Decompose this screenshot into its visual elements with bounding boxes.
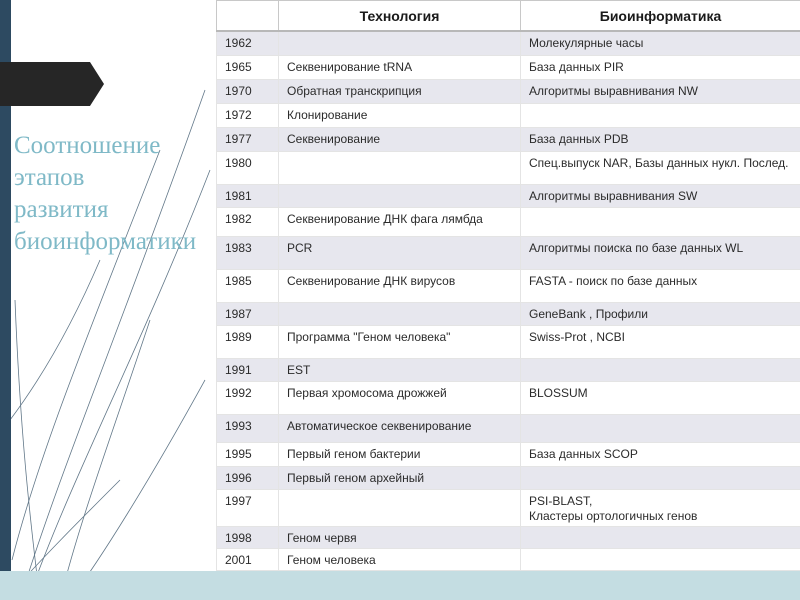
technology-cell: Клонирование: [279, 103, 521, 127]
table-row: [217, 269, 800, 302]
table-row: [217, 55, 800, 79]
table-row: [217, 548, 800, 570]
year-cell: 1989: [217, 325, 279, 358]
technology-cell: Секвенирование: [279, 127, 521, 151]
table-row: [217, 526, 800, 548]
bioinformatics-cell: [521, 414, 800, 442]
bioinformatics-cell: FASTA - поиск по базе данных: [521, 269, 800, 302]
table-row: [217, 127, 800, 151]
timeline-table: [216, 0, 800, 571]
table-row: [217, 414, 800, 442]
bioinformatics-cell: База данных PDB: [521, 127, 800, 151]
year-cell: 1962: [217, 31, 279, 55]
year-cell: 1991: [217, 358, 279, 381]
bottom-accent-bar: [0, 571, 800, 600]
bioinformatics-cell: Спец.выпуск NAR, Базы данных нукл. Послед.: [521, 151, 800, 184]
bioinformatics-cell: [521, 207, 800, 236]
year-cell: 1997: [217, 489, 279, 526]
bioinformatics-cell: GeneBank , Профили: [521, 302, 800, 325]
bioinformatics-cell: Алгоритмы выравнивания NW: [521, 79, 800, 103]
technology-cell: Геном человека: [279, 548, 521, 570]
bioinformatics-column-header: Биоинформатика: [521, 1, 800, 32]
year-cell: 1996: [217, 466, 279, 489]
table-row: [217, 103, 800, 127]
table-row: [217, 31, 800, 55]
year-cell: 1977: [217, 127, 279, 151]
year-cell: 1972: [217, 103, 279, 127]
technology-cell: Программа "Геном человека": [279, 325, 521, 358]
table-row: [217, 302, 800, 325]
year-cell: 1982: [217, 207, 279, 236]
technology-cell: Обратная транскрипция: [279, 79, 521, 103]
bioinformatics-cell: BLOSSUM: [521, 381, 800, 414]
technology-cell: [279, 302, 521, 325]
year-cell: 1993: [217, 414, 279, 442]
technology-cell: EST: [279, 358, 521, 381]
bioinformatics-cell: Алгоритмы выравнивания SW: [521, 184, 800, 207]
technology-cell: Первая хромосома дрожжей: [279, 381, 521, 414]
technology-cell: Автоматическое секвенирование: [279, 414, 521, 442]
technology-cell: PCR: [279, 236, 521, 269]
technology-cell: Секвенирование ДНК вирусов: [279, 269, 521, 302]
title-line: биоинформатики: [14, 228, 197, 255]
slide-title: [14, 130, 214, 258]
arrow-tab-shape: [0, 62, 104, 106]
year-cell: 1981: [217, 184, 279, 207]
table-row: [217, 381, 800, 414]
bioinformatics-cell: База данных PIR: [521, 55, 800, 79]
year-cell: 1983: [217, 236, 279, 269]
bioinformatics-cell: База данных SCOP: [521, 442, 800, 466]
year-cell: 1992: [217, 381, 279, 414]
bioinformatics-cell: [521, 358, 800, 381]
bioinformatics-cell: Алгоритмы поиска по базе данных WL: [521, 236, 800, 269]
technology-cell: Первый геном архейный: [279, 466, 521, 489]
technology-cell: Первый геном бактерии: [279, 442, 521, 466]
year-cell: 1987: [217, 302, 279, 325]
year-cell: 1965: [217, 55, 279, 79]
technology-cell: [279, 184, 521, 207]
technology-cell: [279, 31, 521, 55]
year-cell: 1985: [217, 269, 279, 302]
table-row: [217, 358, 800, 381]
technology-column-header: Технология: [279, 1, 521, 32]
table-header-row: [217, 1, 800, 32]
year-cell: 1998: [217, 526, 279, 548]
table-row: [217, 151, 800, 184]
bioinformatics-cell: Молекулярные часы: [521, 31, 800, 55]
table-row: [217, 489, 800, 526]
technology-cell: [279, 489, 521, 526]
bioinformatics-cell: [521, 466, 800, 489]
bioinformatics-cell: [521, 526, 800, 548]
year-column-header: [217, 1, 279, 32]
year-cell: 2001: [217, 548, 279, 570]
technology-cell: [279, 151, 521, 184]
year-cell: 1980: [217, 151, 279, 184]
bioinformatics-cell: [521, 548, 800, 570]
title-line: Соотношение: [14, 132, 161, 159]
table-row: [217, 466, 800, 489]
bioinformatics-cell: Swiss-Prot , NCBI: [521, 325, 800, 358]
technology-cell: Геном червя: [279, 526, 521, 548]
table-row: [217, 207, 800, 236]
year-cell: 1995: [217, 442, 279, 466]
table-row: [217, 79, 800, 103]
bioinformatics-cell: [521, 103, 800, 127]
title-line: этапов: [14, 164, 85, 191]
table-row: [217, 325, 800, 358]
technology-cell: Секвенирование ДНК фага лямбда: [279, 207, 521, 236]
table-row: [217, 184, 800, 207]
timeline-table-container: [216, 0, 800, 571]
table-row: [217, 236, 800, 269]
table-row: [217, 442, 800, 466]
title-line: развития: [14, 196, 109, 223]
technology-cell: Секвенирование tRNA: [279, 55, 521, 79]
year-cell: 1970: [217, 79, 279, 103]
bioinformatics-cell: PSI-BLAST, Кластеры ортологичных генов: [521, 489, 800, 526]
